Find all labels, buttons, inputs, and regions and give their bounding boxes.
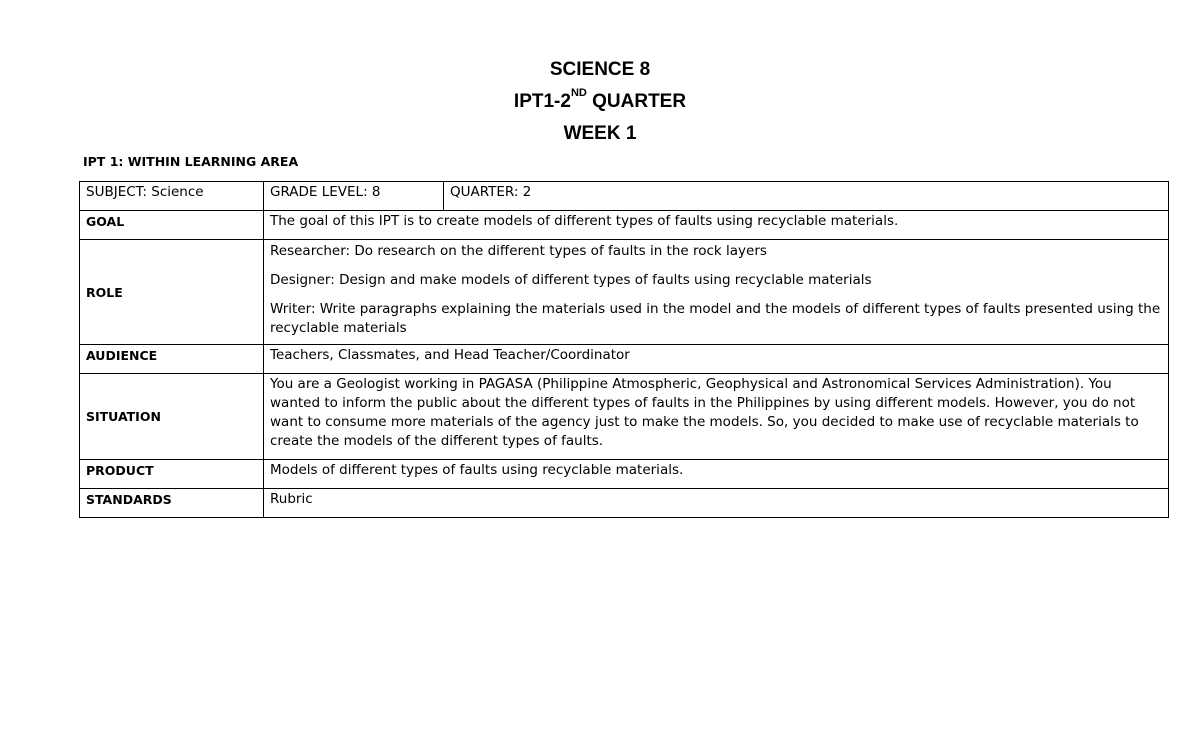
situation-label: SITUATION — [80, 374, 264, 460]
subtitle-suffix: QUARTER — [586, 91, 687, 112]
role-researcher: Researcher: Do research on the different types of faults in the rock layers — [270, 243, 767, 259]
table-row-standards — [80, 489, 1169, 518]
audience-label: AUDIENCE — [80, 345, 264, 374]
subtitle-superscript: ND — [570, 87, 587, 99]
grade-level-cell: GRADE LEVEL: 8 — [264, 182, 444, 211]
quarter-cell: QUARTER: 2 — [444, 182, 1169, 211]
goal-label: GOAL — [80, 211, 264, 240]
product-value: Models of different types of faults using recyclable materials. — [264, 460, 1169, 489]
table-row-role — [80, 240, 1169, 345]
standards-value: Rubric — [264, 489, 1169, 518]
document-subtitle — [0, 87, 1200, 113]
table-row-goal — [80, 211, 1169, 240]
section-heading: IPT 1: WITHIN LEARNING AREA — [83, 154, 299, 169]
standards-label: STANDARDS — [80, 489, 264, 518]
goal-value: The goal of this IPT is to create models of different types of faults using recyclable materials. — [264, 211, 1169, 240]
role-designer: Designer: Design and make models of different types of faults using recyclable materials — [270, 272, 872, 288]
product-label: PRODUCT — [80, 460, 264, 489]
role-label: ROLE — [80, 240, 264, 345]
role-value — [264, 240, 1169, 345]
subtitle-prefix: IPT1-2 — [513, 91, 571, 112]
table-row-situation — [80, 374, 1169, 460]
audience-value: Teachers, Classmates, and Head Teacher/Coordinator — [264, 345, 1169, 374]
situation-value: You are a Geologist working in PAGASA (Philippine Atmospheric, Geophysical and Astronomical Services Administration). You wanted to inform the public about the different types of faults in the Philippines by using different models. However, you do not want to consume more materials of the agency just to make the models. So, you decided to make use of recyclable materials to create the models of the different types of faults. — [264, 374, 1169, 460]
ipt-table — [79, 181, 1169, 518]
role-writer: Writer: Write paragraphs explaining the materials used in the model and the models of different types of faults presented using the recyclable materials — [270, 301, 1161, 336]
table-row-product — [80, 460, 1169, 489]
table-row-audience — [80, 345, 1169, 374]
table-row-subject — [80, 182, 1169, 211]
document-title: SCIENCE 8 — [549, 59, 651, 80]
subject-cell: SUBJECT: Science — [80, 182, 264, 211]
week-label: WEEK 1 — [563, 123, 637, 144]
